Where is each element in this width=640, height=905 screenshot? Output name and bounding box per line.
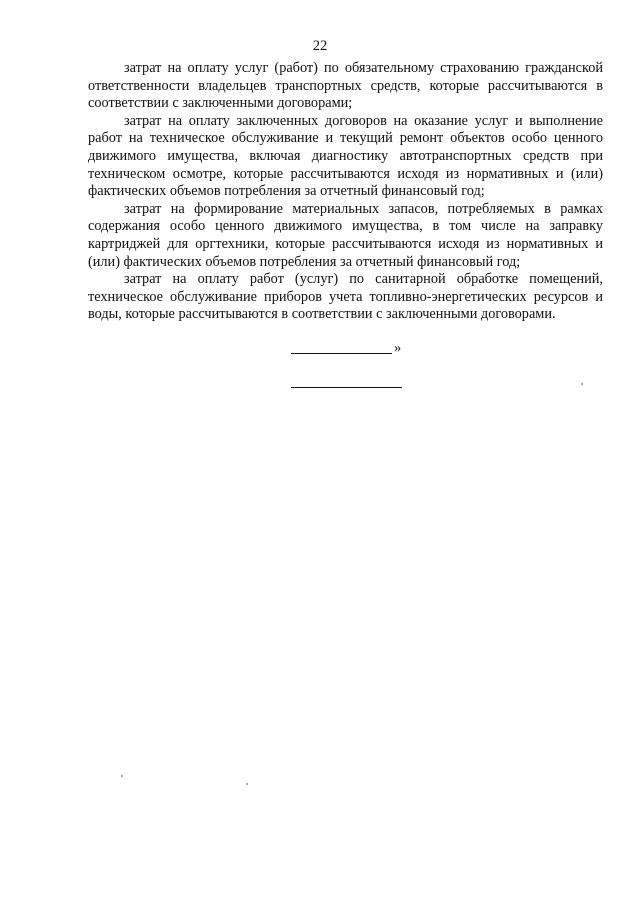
paragraph-insurance-costs: затрат на оплату услуг (работ) по обязательному страхованию гражданской ответственности владельцев транспортных средств, которые рассчитываются в соответствии с заключенными договорами; (88, 60, 603, 112)
page-number: 22 (312, 38, 328, 54)
document-body (88, 60, 603, 324)
scan-speck (246, 783, 248, 785)
scan-speck (121, 775, 123, 777)
closing-line (291, 339, 401, 357)
separator-rule (291, 387, 402, 388)
paragraph-material-stock-costs: затрат на формирование материальных запасов, потребляемых в рамках содержания особо ценного движимого имущества, в том числе на заправку картриджей для оргтехники, которые рассчитываются исходя из нормативных и (или) фактических объемов потребления за отчетный финансовый год; (88, 200, 603, 270)
paragraph-sanitary-costs: затрат на оплату работ (услуг) по санитарной обработке помещений, техническое обслуживание приборов учета топливно-энергетических ресурсов и воды, которые рассчитываются в соответствии с заключенными договорами. (88, 271, 603, 323)
paragraph-maintenance-costs: затрат на оплату заключенных договоров на оказание услуг и выполнение работ на техническое обслуживание и текущий ремонт объектов особо ценного движимого имущества, включая диагностику автотранспортных средств при техническом осмотре, которые рассчитываются исходя из нормативных и (или) фактических объемов потребления за отчетный финансовый год; (88, 112, 603, 200)
scan-speck (581, 383, 583, 385)
closing-quote: » (394, 340, 402, 356)
closing-rule (291, 353, 392, 354)
